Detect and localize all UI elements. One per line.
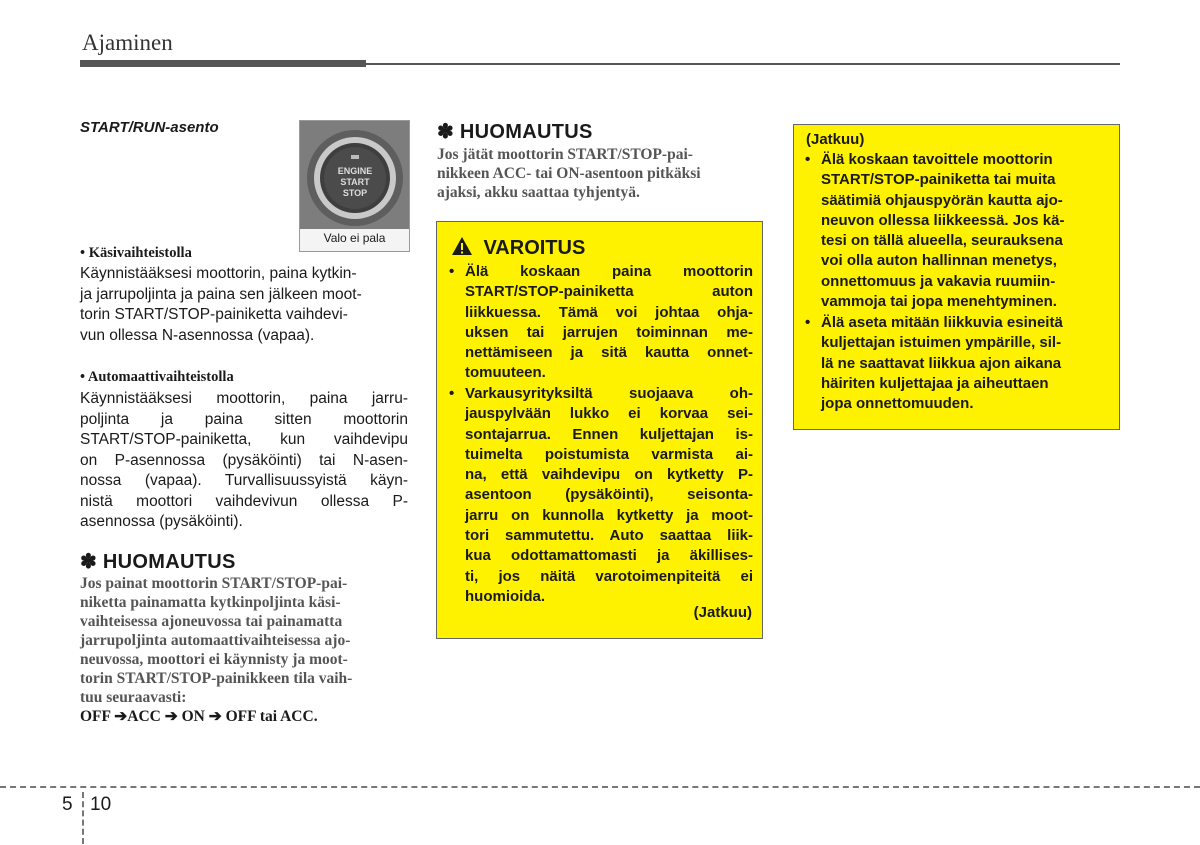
notice-title-1: ✽ HUOMAUTUS	[80, 551, 236, 573]
image-label-start: START	[340, 177, 370, 187]
manual-transmission-text: Käynnistääksesi moottorin, paina kytkin- ja jarrupoljinta ja paina sen jälkeen moot- torin START/STOP-painiketta vaihdevi- vun ollessa N-asennossa (vapaa).	[80, 265, 362, 344]
continued-label: (Jatkuu)	[806, 131, 865, 148]
automatic-transmission-heading: • Automaattivaihteistolla	[80, 369, 234, 385]
chapter-number: 5	[62, 794, 73, 815]
notice-text-1: Jos painat moottorin START/STOP-pai- niketta painamatta kytkinpoljinta käsi- vaihteisessa ajoneuvossa tai painamatta jarrupoljinta automaattivaihteisessa ajo- neuvossa, moottori ei käynnisty ja moot- torin START/STOP-painikkeen tila vaih- tuu seuraavasti: OFF ➔ACC ➔ ON ➔ OFF tai ACC.	[80, 574, 408, 726]
notice-text-2: Jos jätät moottorin START/STOP-pai- nikkeen ACC- tai ON-asentoon pitkäksi ajaksi, akku saattaa tyhjentyä.	[437, 146, 701, 201]
warning-item-2: • Varkausyrityksiltä suojaava oh- jauspylvään lukko ei korvaa sei- sontajarrua. Ennen kuljettajan is- tuimelta poistumista varmista ai- na, että vaihdevipu on kytketty P- asentoon (pysäköinti), seisonta- jarru on kunnolla kytketty ja moot- tori sammutettu. Auto saattaa liik- kua odottamattomasti ja äkillises- ti, jos näitä varotoimenpiteitä ei huomioida.	[449, 385, 753, 605]
page-header-title: Ajaminen	[82, 30, 173, 55]
start-stop-button-image	[299, 120, 410, 252]
image-caption: Valo ei pala	[323, 231, 386, 245]
continued-warning-box	[793, 124, 1120, 430]
continued-item-2: • Älä aseta mitään liikkuvia esineitä kuljettajan istuimen ympärille, sil- lä ne saattavat liikkua ajon aikana häiriten kuljettajaa ja aiheuttaen jopa onnettomuuden.	[805, 314, 1063, 413]
engine-button-icon	[300, 121, 409, 229]
state-sequence: OFF ➔ACC ➔ ON ➔ OFF tai ACC.	[80, 708, 318, 725]
automatic-transmission-text: Käynnistääksesi moottorin, paina jarru- poljinta ja paina sitten moottorin START/STOP-painiketta, kun vaihdevipu on P-asennossa (pysäköinti) tai N-asen- nossa (vapaa). Turvallisuussyistä käyn- nistä moottori vaihdevivun ollessa P- asennossa (pysäköinti).	[80, 390, 408, 530]
page-number: 10	[90, 794, 112, 815]
bullet: •	[805, 314, 811, 331]
warning-title: VAROITUS	[483, 237, 586, 259]
section-title: START/RUN-asento	[80, 119, 219, 136]
image-label-stop: STOP	[342, 188, 368, 198]
manual-transmission-heading: • Käsivaihteistolla	[80, 245, 192, 261]
bullet: •	[805, 151, 811, 168]
continued-item-1: • Älä koskaan tavoittele moottorin START/STOP-painiketta tai muita säätimiä ohjauspyörän kautta ajo- neuvon ollessa liikkeessä. Jos kä- tesi on tällä alueella, seurauksena voi olla auton hallinnan menetys, onnettomuus ja vakavia ruumiin- vammoja tai jopa menehtyminen.	[805, 151, 1065, 311]
header-rule-thick	[80, 60, 366, 67]
image-label-engine: ENGINE	[337, 166, 373, 176]
image-background	[300, 121, 409, 229]
warning-item-1: • Älä koskaan paina moottorin START/STOP-painiketta auton liikkuessa. Tämä voi johtaa ohja- uksen tai jarrujen toiminnan me- nettämiseen ja sitä kautta onnet- tomuuteen.	[449, 263, 753, 382]
bullet: •	[449, 263, 455, 280]
warning-header	[451, 236, 585, 260]
continues-label: (Jatkuu)	[693, 604, 752, 621]
footer-dashed-rule	[0, 786, 1200, 788]
page-number-separator	[82, 792, 84, 844]
warning-box	[436, 221, 763, 639]
header-rule-thin	[366, 63, 1120, 65]
notice-title-2: ✽ HUOMAUTUS	[437, 121, 593, 143]
bullet: •	[449, 385, 455, 402]
warning-triangle-icon	[451, 236, 473, 256]
